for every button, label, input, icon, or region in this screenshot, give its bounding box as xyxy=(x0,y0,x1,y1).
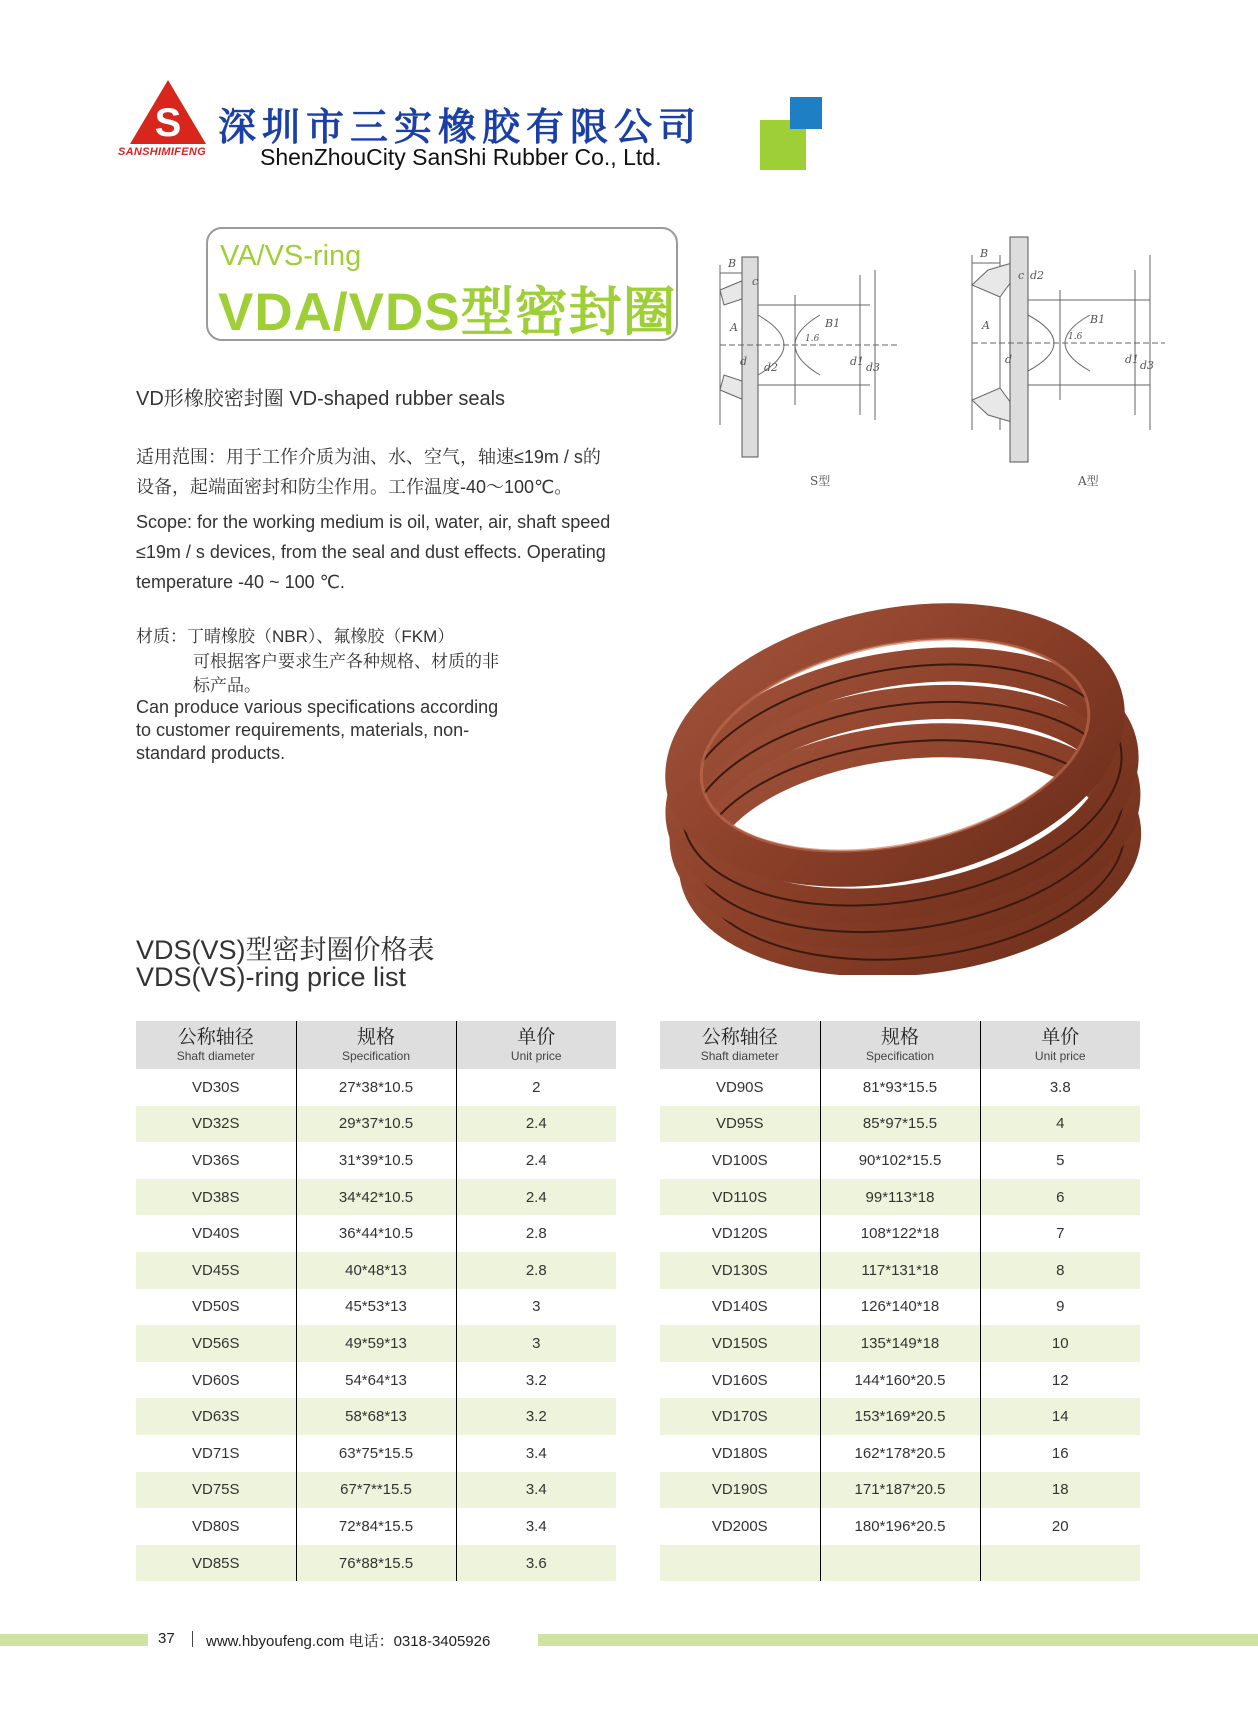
cell-shaft-diameter: VD200S xyxy=(711,1517,768,1535)
table-row xyxy=(660,1435,1140,1472)
cell-specification: 27*38*10.5 xyxy=(296,1069,456,1106)
table-row xyxy=(136,1215,616,1252)
cell-specification: 49*59*13 xyxy=(296,1325,456,1362)
scope-en-line: Scope: for the working medium is oil, water, air, shaft speed xyxy=(136,512,611,532)
logo-caption: SANSHIMIFENG xyxy=(118,146,206,158)
cell-specification: 135*149*18 xyxy=(820,1325,980,1362)
cell-unit-price: 3.4 xyxy=(456,1472,616,1509)
diagram-a-label-a: A xyxy=(982,319,990,332)
table-row xyxy=(660,1545,1140,1582)
cell-shaft-diameter: VD160S xyxy=(711,1371,768,1389)
diagram-a-type xyxy=(960,235,1170,490)
cell-shaft-diameter: VD56S xyxy=(136,1325,296,1362)
cell-specification: 108*122*18 xyxy=(820,1215,980,1252)
cell-unit-price: 12 xyxy=(1051,1371,1069,1389)
cell-unit-price: 3.2 xyxy=(456,1398,616,1435)
price-table-right xyxy=(660,1021,1140,1581)
table-row xyxy=(136,1179,616,1216)
col-unit-price: 单价 Unit price xyxy=(980,1021,1140,1069)
material-en-line: to customer requirements, materials, non- xyxy=(136,720,470,740)
table-row xyxy=(136,1289,616,1326)
cell-shaft-diameter: VD32S xyxy=(136,1106,296,1143)
cell-shaft-diameter: VD170S xyxy=(660,1398,820,1435)
logo-letter: S xyxy=(154,101,182,145)
diagram-a-label-d: d xyxy=(1005,353,1013,366)
page-number: 37 xyxy=(158,1630,175,1647)
cell-shaft-diameter: VD190S xyxy=(660,1472,820,1509)
material-en-line: standard products. xyxy=(136,743,286,763)
table-row xyxy=(136,1325,616,1362)
cell-specification: 90*102*15.5 xyxy=(820,1142,980,1179)
table-row xyxy=(660,1179,1140,1216)
cell-unit-price: 2.4 xyxy=(456,1106,616,1143)
cell-unit-price: 2.4 xyxy=(456,1179,616,1216)
cell-unit-price: 6 xyxy=(980,1179,1140,1216)
cell-unit-price: 4 xyxy=(980,1106,1140,1143)
cell-shaft-diameter: VD40S xyxy=(191,1225,240,1243)
footer-contact: www.hbyoufeng.com 电话：0318-3405926 xyxy=(206,1633,491,1650)
cell-shaft-diameter: VD50S xyxy=(191,1298,240,1316)
diagram-s-label-b: B xyxy=(728,257,737,270)
diagram-s-caption: S型 xyxy=(810,474,831,488)
diagram-s-type xyxy=(700,245,920,490)
diagram-s-label-b1: B1 xyxy=(825,317,841,330)
table-row xyxy=(660,1069,1140,1106)
cell-unit-price: 3.4 xyxy=(525,1517,547,1535)
diagram-a-label-b: B xyxy=(980,247,989,260)
scope-en-line: ≤19m / s devices, from the seal and dust effects. Operating xyxy=(136,542,606,562)
cell-unit-price xyxy=(980,1545,1140,1582)
table-row xyxy=(136,1252,616,1289)
cell-specification: 85*97*15.5 xyxy=(820,1106,980,1143)
cell-specification: 153*169*20.5 xyxy=(820,1398,980,1435)
table-row xyxy=(660,1508,1140,1545)
diagram-s-label-d: d xyxy=(740,355,748,368)
diagram-s-label-d2: d2 xyxy=(764,361,779,374)
material-cn-line: 标产品。 xyxy=(193,676,261,695)
cell-unit-price: 3 xyxy=(456,1325,616,1362)
diagram-s-label-d1: d1 xyxy=(850,355,865,368)
table-row xyxy=(136,1069,616,1106)
cell-specification: 63*75*15.5 xyxy=(296,1435,456,1472)
diagram-s-label-roughness: 1.6 xyxy=(805,334,820,344)
table-row xyxy=(660,1289,1140,1326)
cell-specification: 34*42*10.5 xyxy=(296,1179,456,1216)
diagram-a-label-d2: d2 xyxy=(1030,269,1045,282)
cell-specification: 126*140*18 xyxy=(820,1289,980,1326)
cell-specification: 36*44*10.5 xyxy=(296,1215,456,1252)
cell-unit-price: 10 xyxy=(980,1325,1140,1362)
cell-shaft-diameter: VD45S xyxy=(136,1252,296,1289)
cell-specification: 58*68*13 xyxy=(296,1398,456,1435)
cell-unit-price: 3.4 xyxy=(525,1444,547,1462)
cell-shaft-diameter: VD180S xyxy=(711,1444,768,1462)
cell-unit-price: 3.6 xyxy=(456,1545,616,1582)
cell-specification: 67*7**15.5 xyxy=(296,1472,456,1509)
cell-shaft-diameter: VD110S xyxy=(660,1179,820,1216)
col-specification: 规格 Specification xyxy=(296,1021,456,1069)
cell-shaft-diameter: VD150S xyxy=(660,1325,820,1362)
col-specification: 规格 Specification xyxy=(820,1021,980,1069)
cell-unit-price: 5 xyxy=(1056,1151,1065,1169)
cell-shaft-diameter: VD60S xyxy=(191,1371,240,1389)
cell-shaft-diameter: VD30S xyxy=(191,1078,240,1096)
cell-shaft-diameter: VD63S xyxy=(136,1398,296,1435)
cell-unit-price: 18 xyxy=(980,1472,1140,1509)
diagram-a-label-b1: B1 xyxy=(1090,313,1106,326)
cell-specification: 81*93*15.5 xyxy=(820,1069,980,1106)
product-photo-rings xyxy=(620,595,1180,975)
cell-unit-price: 3.8 xyxy=(1049,1078,1071,1096)
cell-specification: 117*131*18 xyxy=(820,1252,980,1289)
cell-unit-price: 3 xyxy=(532,1298,541,1316)
cell-specification: 40*48*13 xyxy=(296,1252,456,1289)
cell-specification: 76*88*15.5 xyxy=(296,1545,456,1582)
cell-specification: 72*84*15.5 xyxy=(296,1508,456,1545)
diagram-s-label-d3: d3 xyxy=(866,361,881,374)
table-row xyxy=(660,1106,1140,1143)
cell-unit-price: 9 xyxy=(1056,1298,1065,1316)
table-row xyxy=(660,1325,1140,1362)
col-shaft-diameter: 公称轴径 Shaft diameter xyxy=(660,1021,820,1069)
cell-shaft-diameter: VD120S xyxy=(711,1225,768,1243)
table-row xyxy=(660,1215,1140,1252)
table-row xyxy=(660,1252,1140,1289)
company-name-cn: 深圳市三实橡胶有限公司 xyxy=(218,107,703,149)
diagram-a-label-d3: d3 xyxy=(1140,359,1155,372)
table-row xyxy=(136,1398,616,1435)
material-en-line: Can produce various specifications according xyxy=(136,697,499,717)
cell-shaft-diameter: VD38S xyxy=(136,1179,296,1216)
material-cn-line: 材质：丁晴橡胶（NBR）、氟橡胶（FKM） xyxy=(136,627,455,646)
cell-specification: 144*160*20.5 xyxy=(820,1362,980,1399)
company-logo xyxy=(128,78,208,148)
table-row xyxy=(136,1472,616,1509)
scope-cn-line: 适用范围：用于工作介质为油、水、空气，轴速≤19m / s的 xyxy=(136,447,601,467)
cell-specification: 171*187*20.5 xyxy=(820,1472,980,1509)
cell-unit-price: 2.8 xyxy=(525,1225,547,1243)
cell-specification: 99*113*18 xyxy=(820,1179,980,1216)
table-row xyxy=(136,1435,616,1472)
cell-unit-price: 16 xyxy=(1051,1444,1069,1462)
cell-shaft-diameter: VD36S xyxy=(191,1151,240,1169)
diagram-s-label-c: c xyxy=(752,275,759,288)
cell-unit-price: 8 xyxy=(980,1252,1140,1289)
table-row xyxy=(136,1142,616,1179)
diagram-a-label-d1: d1 xyxy=(1125,353,1140,366)
diagram-s-label-a: A xyxy=(730,321,738,334)
cell-shaft-diameter: VD95S xyxy=(660,1106,820,1143)
title-sub: VA/VS-ring xyxy=(220,240,362,272)
price-list-title-en: VDS(VS)-ring price list xyxy=(136,962,407,992)
scope-cn-line: 设备，起端面密封和防尘作用。工作温度-40～100℃。 xyxy=(136,477,573,497)
cell-unit-price: 3.2 xyxy=(525,1371,547,1389)
cell-shaft-diameter: VD80S xyxy=(191,1517,240,1535)
cell-unit-price: 2.8 xyxy=(456,1252,616,1289)
cell-shaft-diameter: VD130S xyxy=(660,1252,820,1289)
diagram-a-label-roughness: 1.6 xyxy=(1068,332,1083,342)
table-row xyxy=(660,1142,1140,1179)
table-row xyxy=(660,1362,1140,1399)
table-row xyxy=(136,1106,616,1143)
material-cn-line: 可根据客户要求生产各种规格、材质的非 xyxy=(193,652,499,671)
cell-shaft-diameter: VD85S xyxy=(136,1545,296,1582)
cell-shaft-diameter: VD100S xyxy=(711,1151,768,1169)
cell-specification: 162*178*20.5 xyxy=(820,1435,980,1472)
scope-en-line: temperature -40 ~ 100 ℃. xyxy=(136,572,345,592)
cell-unit-price: 20 xyxy=(1051,1517,1069,1535)
price-table-left xyxy=(136,1021,616,1581)
price-list-title-cn: VDS(VS)型密封圈价格表 xyxy=(136,935,435,965)
cell-shaft-diameter: VD75S xyxy=(136,1472,296,1509)
table-row xyxy=(136,1508,616,1545)
diagram-a-label-c: c xyxy=(1018,269,1025,282)
title-main: VDA/VDS型密封圈 xyxy=(218,283,677,342)
footer-separator xyxy=(192,1631,193,1647)
cell-shaft-diameter: VD90S xyxy=(715,1078,764,1096)
cell-unit-price: 2.4 xyxy=(525,1151,547,1169)
cell-shaft-diameter: VD140S xyxy=(711,1298,768,1316)
cell-specification: 45*53*13 xyxy=(296,1289,456,1326)
decor-square-blue xyxy=(790,97,822,129)
company-name-en: ShenZhouCity SanShi Rubber Co., Ltd. xyxy=(260,144,662,170)
table-row xyxy=(136,1545,616,1582)
cell-shaft-diameter xyxy=(660,1545,820,1582)
cell-specification: 180*196*20.5 xyxy=(820,1508,980,1545)
col-unit-price: 单价 Unit price xyxy=(456,1021,616,1069)
section-heading: VD形橡胶密封圈 VD-shaped rubber seals xyxy=(136,388,506,410)
table-row xyxy=(660,1398,1140,1435)
cell-unit-price: 2 xyxy=(532,1078,541,1096)
table-row xyxy=(660,1472,1140,1509)
cell-specification: 29*37*10.5 xyxy=(296,1106,456,1143)
cell-unit-price: 7 xyxy=(1056,1225,1065,1243)
table-row xyxy=(136,1362,616,1399)
cell-specification xyxy=(820,1545,980,1582)
cell-unit-price: 14 xyxy=(980,1398,1140,1435)
diagram-a-caption: A型 xyxy=(1078,474,1099,488)
cell-shaft-diameter: VD71S xyxy=(191,1444,240,1462)
cell-specification: 54*64*13 xyxy=(296,1362,456,1399)
cell-specification: 31*39*10.5 xyxy=(296,1142,456,1179)
col-shaft-diameter: 公称轴径 Shaft diameter xyxy=(136,1021,296,1069)
